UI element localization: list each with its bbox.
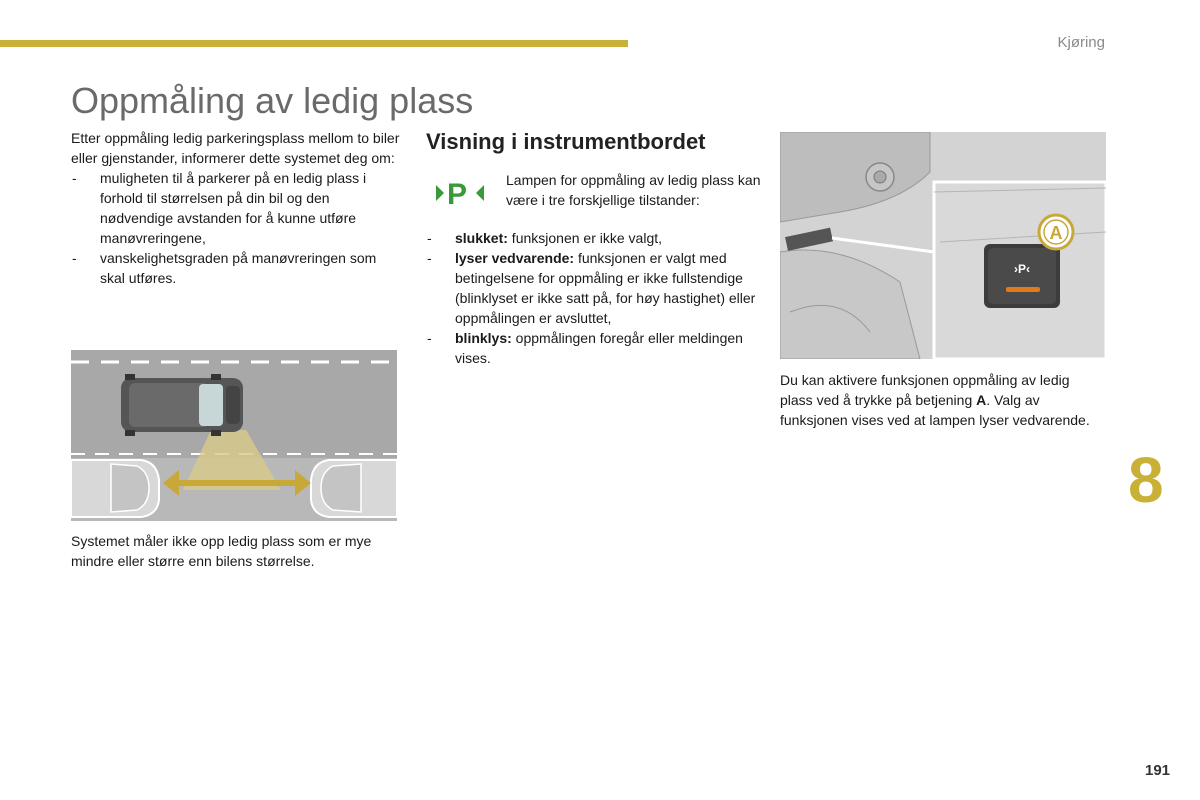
state-term: slukket: (455, 230, 508, 246)
dashboard-button-photo (780, 132, 1106, 359)
section-label: Kjøring (1057, 34, 1105, 51)
lamp-description: Lampen for oppmåling av ledig plass kan være i tre forskjellige tilstander: (506, 172, 761, 208)
header-accent-bar (0, 40, 628, 47)
list-item (426, 248, 761, 328)
moving-car (121, 374, 243, 436)
state-text: funksjonen er valgt med betingelsene for oppmåling er ikke fullstendige (blinklyset er ikke satt på, for høy hastighet) eller oppmålingen er avsluttet, (455, 250, 756, 326)
state-text: funksjonen er ikke valgt, (507, 230, 663, 246)
list-item (426, 328, 761, 368)
page-title: Oppmåling av ledig plass (71, 80, 474, 121)
activation-text-end: . Valg av funksjonen vises ved at lampen lyser vedvarende. (780, 392, 1090, 428)
chapter-number: 8 (1128, 444, 1164, 516)
page-number: 191 (1145, 762, 1171, 779)
list-item: - muligheten til å parkerer på en ledig plass i forhold til størrelsen på din bil og den nødvendige avstanden for å kunne utføre manøvreringene, (71, 168, 401, 248)
list-item: - vanskelighetsgraden på manøvreringen som skal utføres. (71, 248, 401, 288)
state-text: oppmålingen foregår eller meldingen vises. (455, 330, 743, 366)
intro-text: Etter oppmåling ledig parkeringsplass mellom to biler eller gjenstander, informerer dette systemet deg om: (71, 130, 400, 166)
state-term: blinklys: (455, 330, 512, 346)
section-heading: Visning i instrumentbordet (426, 129, 706, 154)
left-column (71, 128, 401, 288)
parked-car-left (71, 460, 159, 517)
activation-text-start: Du kan aktivere funksjonen oppmåling av ledig plass ved å trykke på betjening (780, 372, 1070, 408)
callout-a (1039, 215, 1073, 249)
parked-car-right (311, 460, 397, 517)
svg-text:P: P (447, 178, 468, 210)
parking-space-lamp-icon (436, 176, 486, 210)
activation-text-button: A (976, 392, 987, 408)
right-column-text (780, 370, 1100, 430)
middle-column (426, 128, 761, 368)
lamp-row (426, 170, 761, 228)
list-item (426, 228, 761, 248)
button-inset (934, 182, 1106, 359)
parking-measure-illustration (71, 350, 397, 521)
state-term: lyser vedvarende: (455, 250, 575, 266)
callout-label: A (1049, 223, 1063, 243)
illustration-caption: Systemet måler ikke opp ledig plass som er mye mindre eller større enn bilens størrelse. (71, 533, 372, 569)
svg-text:›P‹: ›P‹ (1014, 262, 1030, 276)
feature-list (71, 168, 401, 288)
lamp-states-list (426, 228, 761, 368)
